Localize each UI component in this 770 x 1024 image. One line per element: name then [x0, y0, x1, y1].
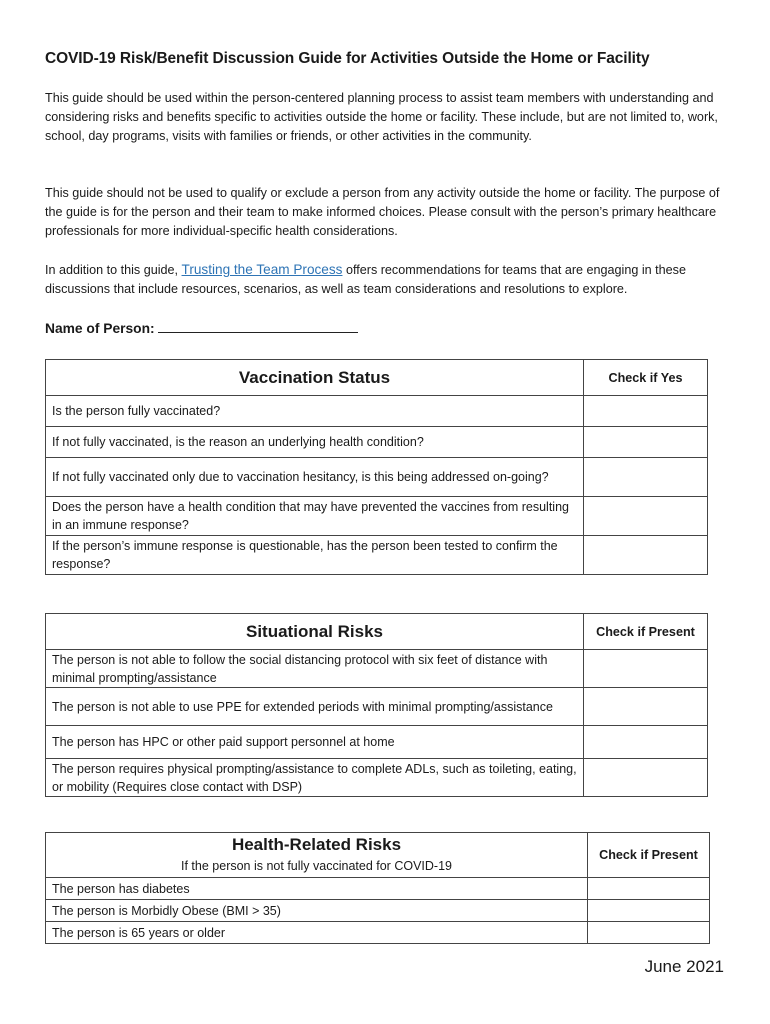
name-of-person-field	[45, 320, 358, 336]
table-row	[46, 922, 710, 944]
check-cell[interactable]	[588, 922, 710, 944]
resources-text-after: offers recommendations for teams that are engaging in these discussions that include resources, scenarios, as well as team considerations and resolutions to explore.	[45, 263, 686, 296]
vaccination-status-table	[45, 359, 708, 575]
table-row	[46, 650, 708, 688]
risk-cell: The person is not able to use PPE for extended periods with minimal prompting/assistance	[46, 688, 584, 726]
health-related-risks-subheading: If the person is not fully vaccinated for COVID-19	[181, 858, 452, 873]
resources-paragraph	[45, 260, 723, 299]
risk-cell: The person is 65 years or older	[46, 922, 588, 944]
risk-cell: The person has diabetes	[46, 878, 588, 900]
check-cell[interactable]	[584, 458, 708, 497]
situational-risks-heading: Situational Risks	[46, 614, 584, 650]
table-row	[46, 536, 708, 575]
trusting-the-team-process-link[interactable]: Trusting the Team Process	[181, 262, 343, 277]
table-row	[46, 878, 710, 900]
disclaimer-paragraph: This guide should not be used to qualify or exclude a person from any activity outside the home or facility. The purpose of the guide is for the person and their team to make informed choices. Please consult with the person’s primary healthcare professionals for more individual-specific health considerations.	[45, 186, 720, 238]
question-cell: Is the person fully vaccinated?	[46, 396, 584, 427]
check-cell[interactable]	[584, 497, 708, 536]
vaccination-check-header: Check if Yes	[584, 360, 708, 396]
health-related-risks-header	[46, 833, 588, 878]
intro-paragraph: This guide should be used within the person-centered planning process to assist team members with understanding and considering risks and benefits specific to activities outside the home or facility. These include, but are not limited to, work, school, day programs, visits with families or friends, or other activities in the community.	[45, 91, 718, 143]
document-title: COVID-19 Risk/Benefit Discussion Guide for Activities Outside the Home or Facility	[45, 50, 650, 67]
table-row	[46, 396, 708, 427]
table-row	[46, 458, 708, 497]
check-cell[interactable]	[584, 536, 708, 575]
health-check-header: Check if Present	[588, 833, 710, 878]
table-row	[46, 726, 708, 759]
situational-check-header: Check if Present	[584, 614, 708, 650]
check-cell[interactable]	[588, 900, 710, 922]
table-row	[46, 497, 708, 536]
question-cell: If not fully vaccinated only due to vaccination hesitancy, is this being addressed on-going?	[46, 458, 584, 497]
question-cell: If not fully vaccinated, is the reason an underlying health condition?	[46, 427, 584, 458]
footer-date: June 2021	[644, 957, 724, 976]
situational-risks-table	[45, 613, 708, 797]
health-related-risks-table	[45, 832, 710, 944]
risk-cell: The person has HPC or other paid support personnel at home	[46, 726, 584, 759]
check-cell[interactable]	[584, 726, 708, 759]
name-of-person-blank[interactable]	[158, 320, 358, 333]
name-of-person-label: Name of Person:	[45, 321, 155, 336]
table-row	[46, 427, 708, 458]
question-cell: Does the person have a health condition that may have prevented the vaccines from resulting in an immune response?	[46, 497, 584, 536]
health-related-risks-heading: Health-Related Risks	[231, 834, 402, 854]
table-row	[46, 900, 710, 922]
table-row	[46, 688, 708, 726]
check-cell[interactable]	[584, 688, 708, 726]
risk-cell: The person is not able to follow the social distancing protocol with six feet of distance with minimal prompting/assistance	[46, 650, 584, 688]
table-row	[46, 759, 708, 797]
risk-cell: The person is Morbidly Obese (BMI > 35)	[46, 900, 588, 922]
vaccination-status-heading: Vaccination Status	[46, 360, 584, 396]
check-cell[interactable]	[584, 759, 708, 797]
check-cell[interactable]	[584, 427, 708, 458]
resources-text-before: In addition to this guide,	[45, 263, 182, 277]
risk-cell: The person requires physical prompting/assistance to complete ADLs, such as toileting, eating, or mobility (Requires close contact with DSP)	[46, 759, 584, 797]
check-cell[interactable]	[588, 878, 710, 900]
question-cell: If the person’s immune response is questionable, has the person been tested to confirm the response?	[46, 536, 584, 575]
check-cell[interactable]	[584, 650, 708, 688]
check-cell[interactable]	[584, 396, 708, 427]
